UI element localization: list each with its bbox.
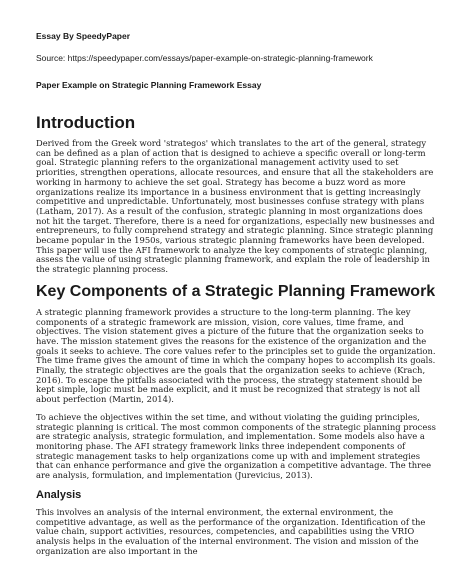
introduction-heading: Introduction: [36, 113, 136, 132]
paper-title: Paper Example on Strategic Planning Framework Essay: [36, 80, 262, 90]
essay-by-label: Essay By SpeedyPaper: [36, 31, 131, 41]
key-components-heading: Key Components of a Strategic Planning Framework: [36, 282, 436, 300]
key-components-paragraph-1: A strategic planning framework provides a structure to the long-term planning. The key components of a strategic framework are mission, vision, core values, time frame, and objectives. The vision statement gives a picture of the future that the organization seeks to have. The mission statement gives the reasons for the existence of the organization and the goals it seeks to achieve. The core values refer to the principles set to guide the organization. The time frame gives the amount of time in which the company hopes to accomplish its goals. Finally, the strategic objectives are the goals that the organization seeks to achieve (Krach, 2016). To escape the pitfalls associated with the process, the strategy statement should be kept simple, logic must be made explicit, and it must be recognized that strategy is not all about perfection (Martin, 2014).: [36, 306, 436, 405]
analysis-heading: Analysis: [36, 488, 82, 501]
source-line: Source: https://speedypaper.com/essays/paper-example-on-strategic-planning-framework: [36, 53, 373, 63]
key-components-paragraph-2: To achieve the objectives within the set time, and without violating the guiding principles, strategic planning is critical. The most common components of the strategic planning process are strategic analysis, strategic formulation, and implementation. Some models also have a monitoring phase. The AFI strategy framework links three independent components of strategic management tasks to help organizations come up with and implement strategies that can enhance performance and give the organization a competitive advantage. The three are analysis, formulation, and implementation (Jurevicius, 2013).: [36, 411, 436, 481]
analysis-paragraph: This involves an analysis of the internal environment, the external environment, the competitive advantage, as well as the performance of the organization. Identification of the value chain, support activities, resources, competencies, and capabilities using the VRIO analysis helps in the evaluation of the internal environment. The vision and mission of the organization are also important in the: [36, 506, 426, 556]
introduction-paragraph: Derived from the Greek word 'strategos' which translates to the art of the general, strategy can be defined as a plan of action that is designed to achieve a specific overall or long-term goal. Strategic planning refers to the organizational management activity used to set priorities, strengthen operations, allocate resources, and ensure that all the stakeholders are working in harmony to achieve the set goal. Strategy has become a buzz word as more organizations realize its importance in a business environment that is getting increasingly competitive and unpredictable. Unfortunately, most businesses confuse strategy with plans (Latham, 2017). As a result of the confusion, strategic planning in most organizations does not hit the target. Therefore, there is a need for organizations, especially new businesses and entrepreneurs, to fully comprehend strategy and strategic planning. Since strategic planning became popular in the 1950s, various strategic planning frameworks have been developed. This paper will use the AFI framework to analyze the key components of strategic planning, assess the value of using strategic planning framework, and explain the role of leadership in the strategic planning process.: [36, 138, 435, 275]
